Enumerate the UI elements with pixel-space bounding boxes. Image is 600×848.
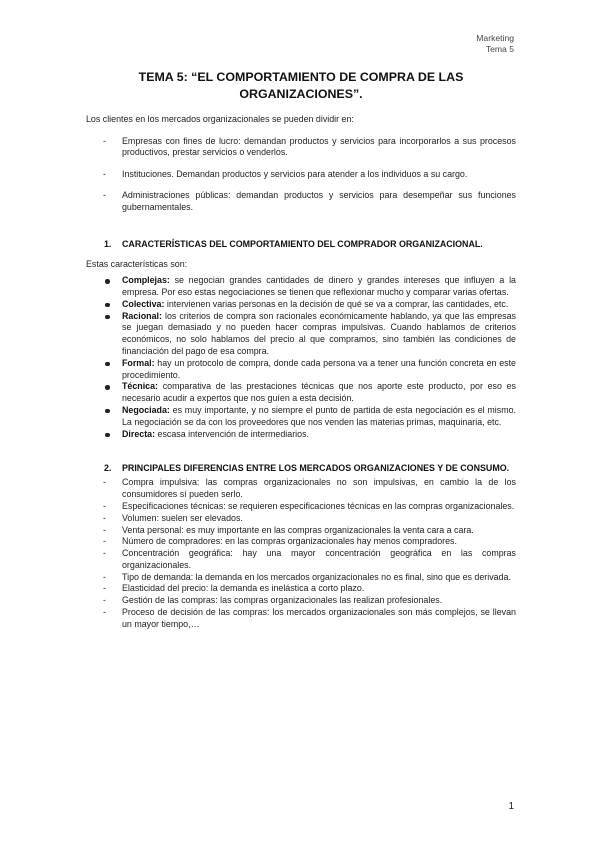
section-number: 2. <box>104 463 112 474</box>
section-1-lead: Estas características son: <box>86 258 188 269</box>
item-text: escasa intervención de intermediarios. <box>155 428 309 439</box>
list-item: - Instituciones. Demandan productos y servicios para atender a los individuos a su cargo. <box>86 169 516 181</box>
list-item <box>86 358 516 382</box>
list-item <box>86 429 516 441</box>
list-item <box>86 275 516 299</box>
list-item: - Tipo de demanda: la demanda en los mercados organizacionales no es final, sino que es derivada. <box>86 572 516 584</box>
list-item <box>86 381 516 405</box>
item-term: Técnica: <box>122 381 159 392</box>
list-item: - Venta personal: es muy importante en las compras organizacionales la venta cara a cara. <box>86 525 516 537</box>
list-item <box>86 405 516 429</box>
section-title: PRINCIPALES DIFERENCIAS ENTRE LOS MERCADOS ORGANIZACIONES Y DE CONSUMO. <box>122 463 510 474</box>
list-item: - Compra impulsiva: las compras organizacionales no son impulsivas, en cambio la de los consumidores sí pueden serlo. <box>86 477 516 501</box>
item-text: comparativa de las prestaciones técnicas que nos aporte este producto, por eso es necesario acudir a expertos que nos guíen a esta decisión. <box>122 381 516 404</box>
section-title: CARACTERÍSTICAS DEL COMPORTAMIENTO DEL COMPRADOR ORGANIZACIONAL. <box>122 238 483 249</box>
list-item: - Administraciones públicas: demandan productos y servicios para desempeñar sus funciones gubernamentales. <box>86 190 516 213</box>
item-text: intervienen varias personas en la decisión de qué se va a comprar, las cantidades, etc. <box>164 298 509 309</box>
page-content <box>86 69 516 631</box>
item-term: Formal: <box>122 357 155 368</box>
bullet-icon <box>105 362 110 367</box>
list-item: - Volumen: suelen ser elevados. <box>86 513 516 525</box>
item-term: Colectiva: <box>122 298 165 309</box>
item-text: es muy importante, y no siempre el punto de partida de esta negociación es el mismo. La negociación se da con los proveedores que nos venden las materias primas, maquinaria, etc. <box>122 404 516 427</box>
list-item: - Gestión de las compras: las compras organizacionales las realizan profesionales. <box>86 595 516 607</box>
characteristics-list <box>86 275 516 440</box>
section-number: 1. <box>104 238 112 249</box>
bullet-icon <box>105 315 110 320</box>
item-term: Negociada: <box>122 404 170 415</box>
section-2-heading <box>86 462 516 474</box>
item-text: se negocian grandes cantidades de dinero y grandes intereses que influyen a la empresa. Por eso estas negociaciones se tienen que reflexionar mucho y comparar varias ofertas. <box>122 275 516 297</box>
section-1-heading <box>86 238 516 250</box>
item-text: los criterios de compra son racionales económicamente hablando, ya que las empresas se juegan demasiado y no pueden hacer compras impulsivas. Cuando hablamos de criterios económicos, no solo hablamos del precio al que compramos, sino también las condiciones de financiación del pago de esa compra. <box>122 310 516 356</box>
list-item <box>86 311 516 358</box>
bullet-icon <box>105 409 110 414</box>
list-item: - Proceso de decisión de las compras: los mercados organizacionales son más complejos, se llevan un mayor tiempo,… <box>86 607 516 631</box>
document-title: TEMA 5: “EL COMPORTAMIENTO DE COMPRA DE LAS ORGANIZACIONES”. <box>138 70 464 101</box>
item-term: Racional: <box>122 310 162 321</box>
header-subject: Marketing <box>476 33 514 43</box>
bullet-icon <box>105 385 110 390</box>
list-item: - Número de compradores: en las compras organizacionales hay menos compradores. <box>86 536 516 548</box>
page-number: 1 <box>508 801 514 812</box>
item-term: Directa: <box>122 428 156 439</box>
list-item: - Especificaciones técnicas: se requieren especificaciones técnicas en las compras organizacionales. <box>86 501 516 513</box>
intro-paragraph: Los clientes en los mercados organizacionales se pueden dividir en: <box>86 114 354 124</box>
list-item: - Elasticidad del precio: la demanda es inelástica a corto plazo. <box>86 583 516 595</box>
list-item: - Concentración geográfica: hay una mayor concentración geográfica en las compras organizacionales. <box>86 548 516 572</box>
page-header <box>476 33 514 55</box>
differences-list <box>86 477 516 630</box>
item-text: hay un protocolo de compra, donde cada persona va a tener una función concreta en este procedimiento. <box>122 357 516 380</box>
bullet-icon <box>105 279 110 284</box>
list-item: - Empresas con fines de lucro: demandan productos y servicios para incorporarlos a sus procesos productivos, prestar servicios o venderlos. <box>86 136 516 159</box>
list-item <box>86 299 516 311</box>
bullet-icon <box>105 433 110 438</box>
header-topic: Tema 5 <box>485 44 514 54</box>
client-types-list <box>86 136 516 214</box>
item-term: Complejas: <box>122 275 170 286</box>
bullet-icon <box>105 303 110 308</box>
